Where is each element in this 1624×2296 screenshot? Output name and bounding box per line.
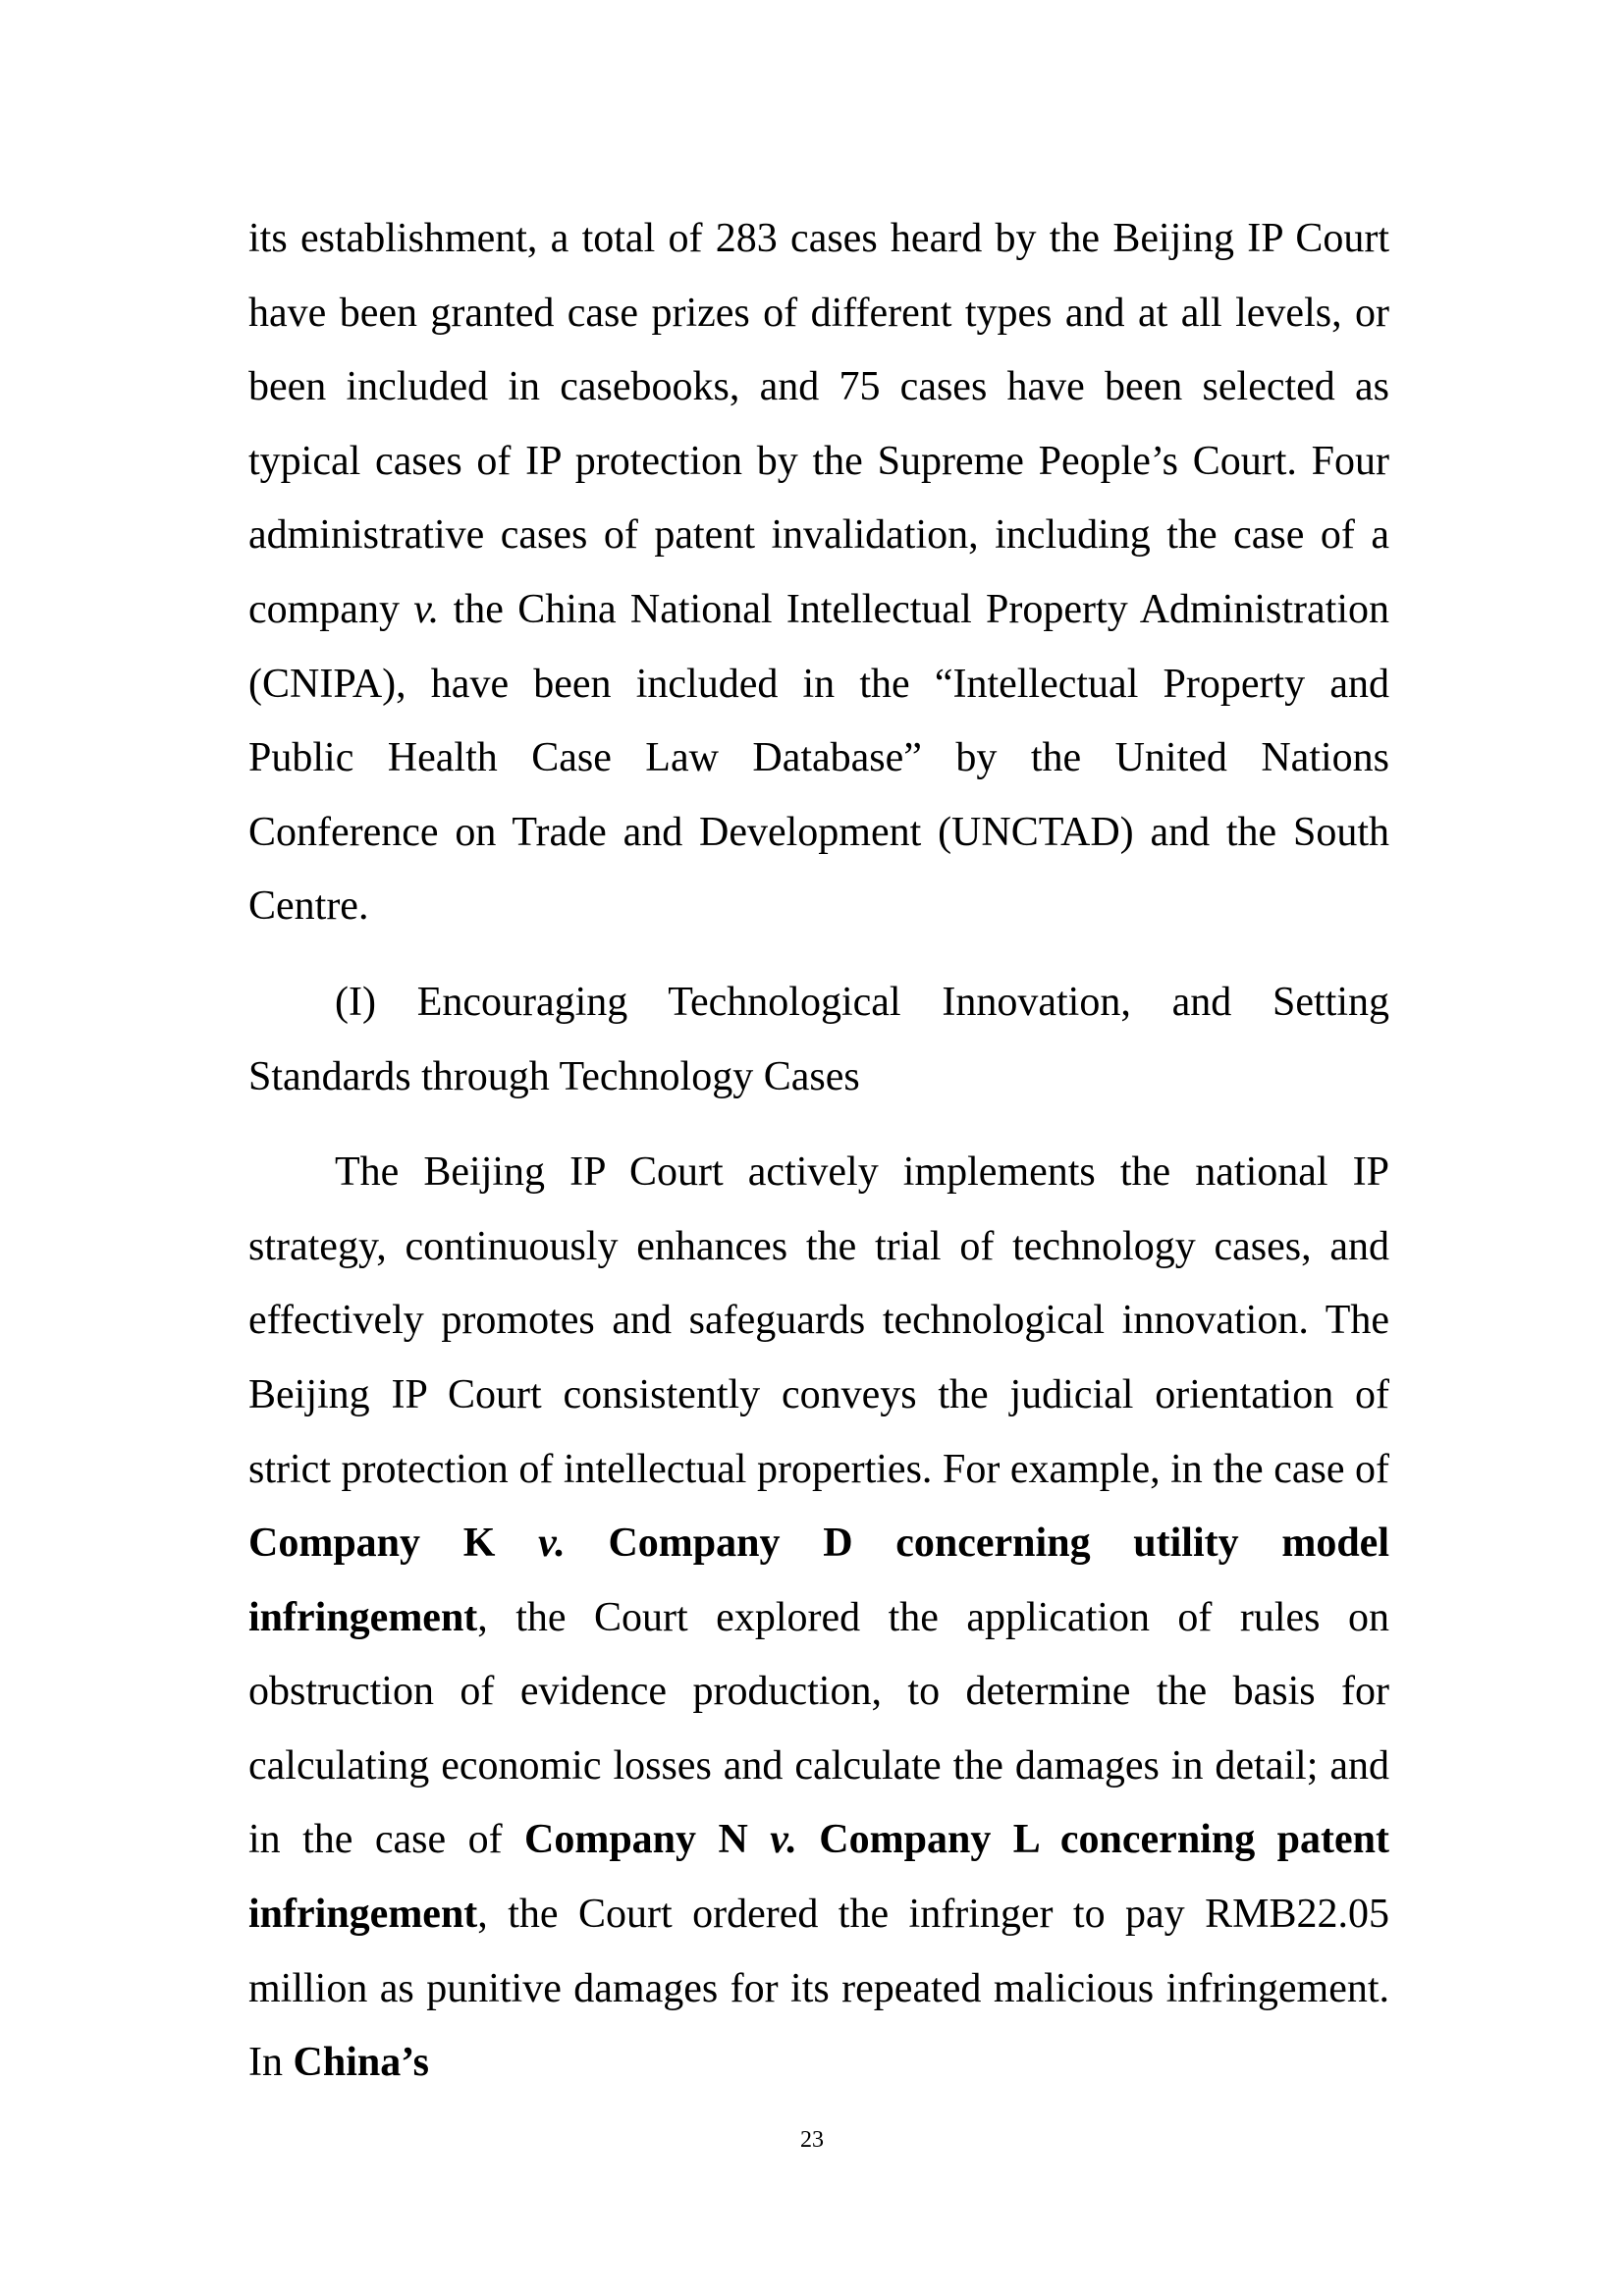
paragraph-text: its establishment, a total of 283 cases heard by the Beijing IP Court have been granted case prizes of different types and at all levels, or been included in casebooks, and 75 cases have been selected as typical cases of IP protection by the Supreme People’s Court. Four administrative cases of patent invalidation, including the case of a company xyxy=(248,216,1389,632)
paragraph-text: , the Court explored the application of rules on obstruction of evidence production, to determine the basis for calculating economic losses and calculate the damages in detail; and in the case of xyxy=(248,1594,1389,1863)
paragraph-text: the China National Intellectual Property Administration (CNIPA), have been included in the “Intellectual Property and Public Health Case Law Database” by the United Nations Conference on Trade and Development (UNCTAD) and the South Centre. xyxy=(248,586,1390,930)
versus-abbreviation: v. xyxy=(413,586,440,632)
case-name-bold: China’s xyxy=(293,2040,429,2086)
versus-abbreviation: v. xyxy=(770,1817,797,1863)
case-name-bold: Company D concerning utility model infringement xyxy=(248,1521,1389,1640)
document-page xyxy=(248,202,1389,2101)
body-paragraph-continued xyxy=(248,202,1389,944)
case-name-bold-italic xyxy=(538,1521,566,1566)
section-heading: (I) Encouraging Technological Innovation, and Setting Standards through Technology Cases xyxy=(248,979,1389,1099)
versus-abbreviation: v. xyxy=(538,1521,566,1567)
case-name-bold: Company K xyxy=(248,1521,539,1567)
case-name-bold: Company L concerning patent infringement xyxy=(248,1817,1389,1938)
page-number: 23 xyxy=(800,2127,824,2153)
case-name-bold: Company N xyxy=(524,1817,771,1863)
paragraph-text: , the Court ordered the infringer to pay RMB22.05 million as punitive damages for its repeated malicious infringement. In xyxy=(248,1892,1389,2086)
case-name-bold-italic xyxy=(770,1817,797,1862)
body-paragraph xyxy=(248,1136,1389,2101)
paragraph-text: The Beijing IP Court actively implements the national IP strategy, continuously enhances the trial of technology cases, and effectively promotes and safeguards technological innovation. The Beijing IP Court consistently conveys the judicial orientation of strict protection of intellectual properties. For example, in the case of xyxy=(248,1149,1389,1492)
